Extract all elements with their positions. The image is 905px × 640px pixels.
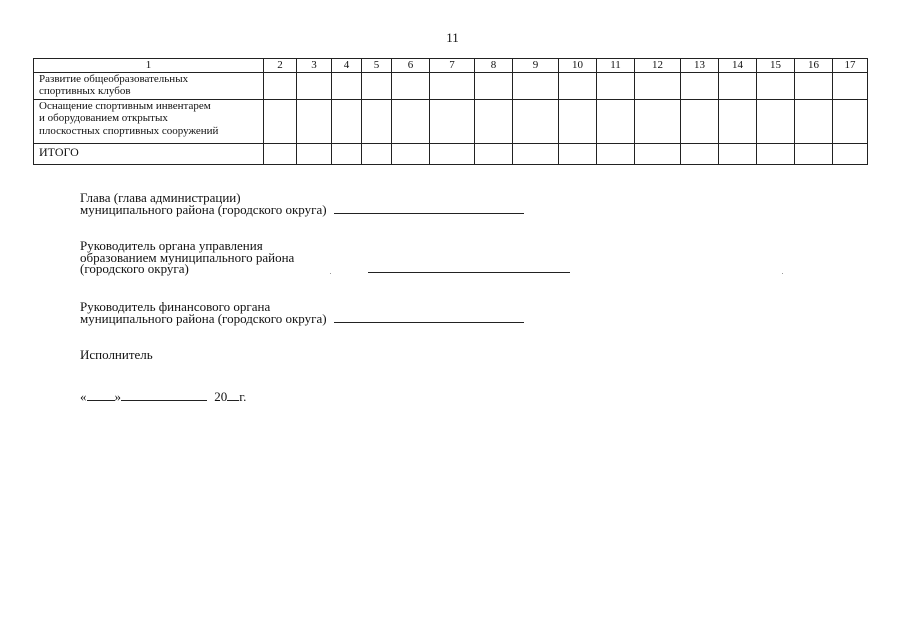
table-cell (795, 99, 833, 143)
row-label (34, 72, 264, 99)
table-cell (681, 99, 719, 143)
table-cell (757, 99, 795, 143)
total-label: ИТОГО (34, 143, 264, 164)
table-cell (392, 99, 430, 143)
row-label-line: плоскостных спортивных сооружений (39, 124, 219, 137)
table-cell (513, 99, 559, 143)
signature-title-line: Руководитель органа управления (80, 238, 263, 253)
table-cell (297, 72, 332, 99)
day-blank[interactable] (87, 391, 115, 401)
table-cell (430, 72, 475, 99)
row-label-line: спортивных клубов (39, 85, 131, 97)
page-number: 11 (446, 30, 459, 45)
table-cell (332, 72, 362, 99)
table-cell (362, 99, 392, 143)
table-cell (559, 143, 597, 164)
column-header: 3 (297, 59, 332, 73)
table-cell (719, 143, 757, 164)
column-header: 12 (635, 59, 681, 73)
table-cell (430, 99, 475, 143)
column-header: 2 (264, 59, 297, 73)
table-cell (795, 72, 833, 99)
signature-title-line: (городского округа) (80, 261, 189, 276)
signature-line[interactable] (368, 263, 570, 273)
month-blank[interactable] (121, 391, 207, 401)
signature-line[interactable] (334, 313, 524, 323)
column-header: 14 (719, 59, 757, 73)
table-cell (833, 99, 868, 143)
table-cell (559, 99, 597, 143)
column-header: 10 (559, 59, 597, 73)
table-cell (757, 143, 795, 164)
signature-title-line: Глава (глава администрации) (80, 190, 241, 205)
year-suffix: г. (239, 389, 247, 404)
table-cell (332, 143, 362, 164)
table-cell (681, 143, 719, 164)
table-cell (392, 72, 430, 99)
table-cell (513, 72, 559, 99)
date-line (80, 391, 246, 403)
column-header: 8 (475, 59, 513, 73)
year-blank[interactable] (227, 391, 239, 401)
education-signature-block (80, 240, 294, 275)
row-label-line: и оборудованием открытых (39, 112, 168, 124)
year-prefix: 20 (214, 389, 228, 404)
table-cell (681, 72, 719, 99)
table-cell (264, 143, 297, 164)
column-header: 9 (513, 59, 559, 73)
table-cell (635, 72, 681, 99)
scan-speck (330, 273, 331, 274)
column-header: 15 (757, 59, 795, 73)
table-cell (264, 99, 297, 143)
column-header: 5 (362, 59, 392, 73)
table-cell (297, 99, 332, 143)
signature-title-line: муниципального района (городского округа) (80, 310, 327, 326)
table-row (34, 72, 868, 99)
table-cell (597, 99, 635, 143)
scan-speck (782, 273, 783, 274)
table-cell (719, 99, 757, 143)
budget-table (33, 58, 868, 165)
column-header: 11 (597, 59, 635, 73)
row-label (34, 99, 264, 143)
table-cell (362, 143, 392, 164)
column-header: 6 (392, 59, 430, 73)
table-row (34, 99, 868, 143)
finance-signature-block (80, 301, 524, 324)
table-cell (635, 143, 681, 164)
table-cell (475, 72, 513, 99)
table-cell (757, 72, 795, 99)
table-cell (392, 143, 430, 164)
table-cell (475, 143, 513, 164)
table-cell (297, 143, 332, 164)
table-cell (597, 72, 635, 99)
head-signature-block (80, 192, 524, 215)
table-cell (430, 143, 475, 164)
column-header: 7 (430, 59, 475, 73)
column-header: 1 (34, 59, 264, 73)
table-cell (635, 99, 681, 143)
table-cell (332, 99, 362, 143)
row-label-line: Развитие общеобразовательных (39, 72, 189, 85)
table-row-total (34, 143, 868, 164)
table-header-row (34, 59, 868, 73)
table-cell (513, 143, 559, 164)
table-cell (833, 143, 868, 164)
executor-label: Исполнитель (80, 347, 153, 362)
table-cell (362, 72, 392, 99)
column-header: 16 (795, 59, 833, 73)
table-cell (264, 72, 297, 99)
table-cell (597, 143, 635, 164)
table-cell (719, 72, 757, 99)
column-header: 17 (833, 59, 868, 73)
table-cell (475, 99, 513, 143)
date-open-quote: « (80, 389, 87, 404)
signature-title-line: Руководитель финансового органа (80, 299, 271, 314)
signature-title-line: муниципального района (городского округа) (80, 201, 327, 217)
row-label-line: Оснащение спортивным инвентарем (39, 99, 211, 112)
column-header: 13 (681, 59, 719, 73)
signature-line[interactable] (334, 204, 524, 214)
date-close-quote: » (114, 389, 121, 404)
column-header: 4 (332, 59, 362, 73)
table-cell (559, 72, 597, 99)
signature-title-line: образованием муниципального района (80, 249, 295, 265)
table-cell (795, 143, 833, 164)
table-cell (833, 72, 868, 99)
